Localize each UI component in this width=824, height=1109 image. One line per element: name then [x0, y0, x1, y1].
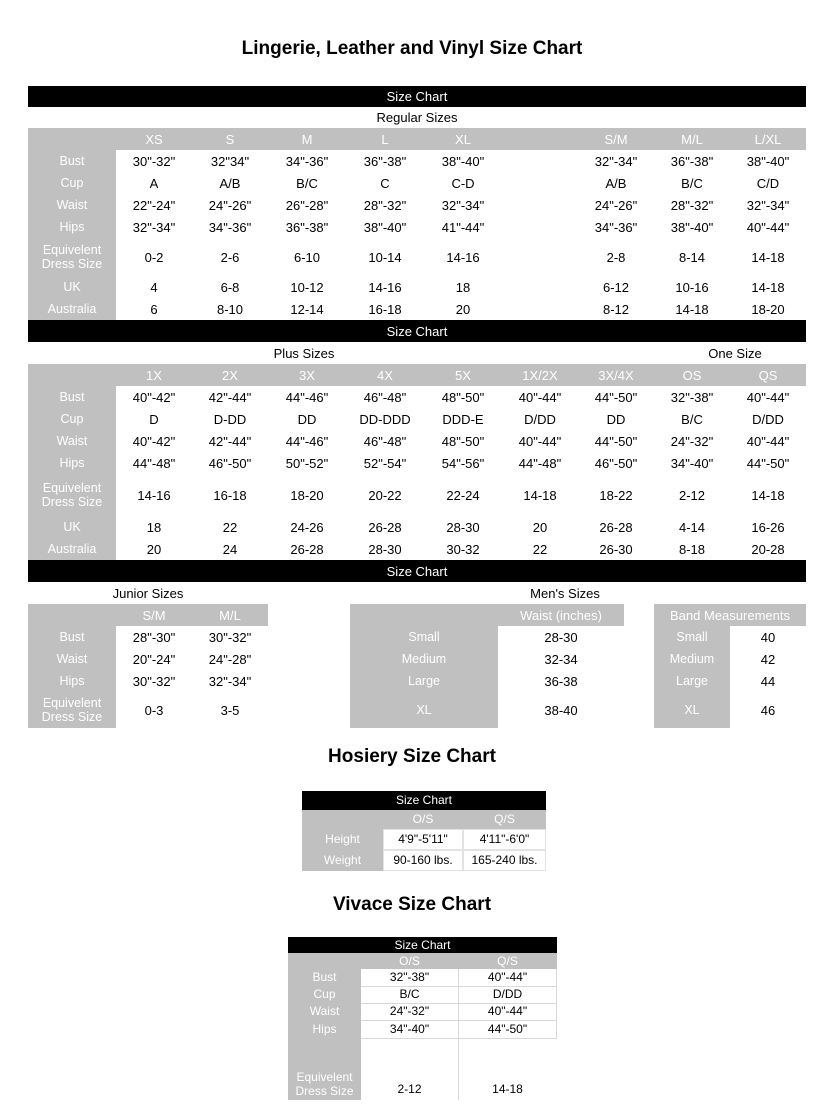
mens-row-label: XL — [350, 692, 498, 728]
plus-size-header: 3X — [268, 364, 346, 386]
vivace-size-header: O/S — [361, 953, 458, 969]
plus-cell: DD — [268, 408, 346, 430]
regular-cell: 20 — [424, 298, 502, 320]
hosiery-size-header: O/S — [383, 810, 463, 829]
regular-cell: 14-16 — [424, 238, 502, 276]
plus-cell: 20 — [116, 538, 192, 560]
regular-cell: 24"-26" — [578, 194, 654, 216]
regular-cell: 6-10 — [268, 238, 346, 276]
grid-line — [458, 969, 459, 1100]
regular-cell: 8-14 — [654, 238, 730, 276]
vivace-row-label: Hips — [288, 1020, 361, 1038]
regular-size-header: L — [346, 128, 424, 150]
size-chart-band: Size Chart — [28, 560, 806, 582]
regular-sizes-heading: Regular Sizes — [28, 107, 806, 128]
junior-cell: 28"-30" — [116, 626, 192, 648]
grid-line — [361, 986, 557, 987]
mens-waist-heading: Waist (inches) — [498, 604, 624, 626]
one-size-heading: One Size — [690, 342, 780, 364]
vivace-row-label: Bust — [288, 969, 361, 986]
regular-cell: 34"-36" — [268, 150, 346, 172]
regular-cell: B/C — [268, 172, 346, 194]
plus-cell: 26-28 — [578, 516, 654, 538]
mens-waist-cell: 38-40 — [498, 692, 624, 728]
plus-size-header: 1X — [116, 364, 192, 386]
hosiery-size-chart-band: Size Chart — [302, 791, 546, 810]
vivace-row-label: Cup — [288, 986, 361, 1003]
hosiery-label-spacer — [302, 810, 383, 829]
regular-cell: 14-16 — [346, 276, 424, 298]
plus-size-header: 5X — [424, 364, 502, 386]
regular-cell: 34"-36" — [578, 216, 654, 238]
regular-size-header: M — [268, 128, 346, 150]
plus-cell: 44"-48" — [116, 452, 192, 474]
plus-cell: 22-24 — [424, 474, 502, 516]
plus-cell: 24"-32" — [654, 430, 730, 452]
plus-size-header: 4X — [346, 364, 424, 386]
regular-cell: 12-14 — [268, 298, 346, 320]
plus-cell: 40"-44" — [730, 386, 806, 408]
plus-row-label: Waist — [28, 430, 116, 452]
regular-cell: 14-18 — [730, 276, 806, 298]
plus-cell: 34"-40" — [654, 452, 730, 474]
plus-cell: 44"-48" — [502, 452, 578, 474]
regular-cell: 2-6 — [192, 238, 268, 276]
mens-band-label: Small — [654, 626, 730, 648]
regular-cell: 2-8 — [578, 238, 654, 276]
regular-cell: 40"-44" — [730, 216, 806, 238]
plus-cell: 16-26 — [730, 516, 806, 538]
regular-cell — [502, 194, 578, 216]
mens-header-spacer — [350, 604, 498, 626]
regular-cell: 30"-32" — [116, 150, 192, 172]
regular-row-label: Hips — [28, 216, 116, 238]
plus-cell: DDD-E — [424, 408, 502, 430]
plus-cell: 16-18 — [192, 474, 268, 516]
vivace-cell: 40"-44" — [458, 1003, 557, 1020]
regular-cell: 0-2 — [116, 238, 192, 276]
regular-cell: B/C — [654, 172, 730, 194]
plus-cell: DD — [578, 408, 654, 430]
plus-row-label: UK — [28, 516, 116, 538]
grid-line — [361, 1003, 557, 1004]
plus-cell: 54"-56" — [424, 452, 502, 474]
plus-size-header: QS — [730, 364, 806, 386]
regular-cell: 18-20 — [730, 298, 806, 320]
vivace-cell: 32"-38" — [361, 969, 458, 986]
regular-cell: 22"-24" — [116, 194, 192, 216]
regular-cell: 26"-28" — [268, 194, 346, 216]
regular-size-header: S — [192, 128, 268, 150]
plus-cell: 40"-44" — [730, 430, 806, 452]
size-chart-band: Size Chart — [28, 320, 806, 342]
plus-cell: 14-18 — [502, 474, 578, 516]
vivace-cell: 40"-44" — [458, 969, 557, 986]
plus-row-label: Bust — [28, 386, 116, 408]
vivace-label-spacer — [288, 953, 361, 969]
plus-cell: 44"-50" — [578, 430, 654, 452]
plus-cell: 26-28 — [268, 538, 346, 560]
junior-cell: 0-3 — [116, 692, 192, 728]
mens-row-label: Medium — [350, 648, 498, 670]
mens-band-heading: Band Measurements — [654, 604, 806, 626]
plus-cell: 22 — [502, 538, 578, 560]
plus-label-spacer — [28, 364, 116, 386]
plus-cell: 2-12 — [654, 474, 730, 516]
plus-size-header: 3X/4X — [578, 364, 654, 386]
regular-cell: 32"-34" — [578, 150, 654, 172]
regular-cell: A/B — [192, 172, 268, 194]
hosiery-size-header: Q/S — [463, 810, 546, 829]
junior-row-label: Hips — [28, 670, 116, 692]
plus-cell: 20 — [502, 516, 578, 538]
vivace-size-chart-band: Size Chart — [288, 937, 557, 953]
regular-cell: C-D — [424, 172, 502, 194]
plus-cell: 46"-50" — [578, 452, 654, 474]
regular-cell: 28"-32" — [346, 194, 424, 216]
junior-size-header: S/M — [116, 604, 192, 626]
regular-cell: 14-18 — [730, 238, 806, 276]
regular-cell: 38"-40" — [424, 150, 502, 172]
regular-size-header — [502, 128, 578, 150]
plus-cell: 42"-44" — [192, 430, 268, 452]
plus-cell: 24 — [192, 538, 268, 560]
vivace-cell: D/DD — [458, 986, 557, 1003]
plus-cell: 26-28 — [346, 516, 424, 538]
plus-size-header: 1X/2X — [502, 364, 578, 386]
regular-size-header: L/XL — [730, 128, 806, 150]
regular-label-spacer — [28, 128, 116, 150]
regular-row-label: Waist — [28, 194, 116, 216]
plus-cell: B/C — [654, 408, 730, 430]
junior-row-label: Bust — [28, 626, 116, 648]
grid-line — [556, 969, 557, 1038]
regular-cell: C/D — [730, 172, 806, 194]
plus-cell: 8-18 — [654, 538, 730, 560]
hosiery-cell: 90-160 lbs. — [383, 850, 463, 871]
plus-cell: 46"-48" — [346, 386, 424, 408]
plus-cell: 28-30 — [346, 538, 424, 560]
mens-waist-cell: 28-30 — [498, 626, 624, 648]
plus-cell: D — [116, 408, 192, 430]
grid-line — [361, 1038, 557, 1039]
junior-cell: 32"-34" — [192, 670, 268, 692]
regular-cell: 10-12 — [268, 276, 346, 298]
regular-cell: 32"-34" — [424, 194, 502, 216]
mens-row-label: Large — [350, 670, 498, 692]
mens-waist-cell: 36-38 — [498, 670, 624, 692]
regular-cell: 6-8 — [192, 276, 268, 298]
regular-size-header: XL — [424, 128, 502, 150]
junior-cell: 24"-28" — [192, 648, 268, 670]
junior-row-label: Waist — [28, 648, 116, 670]
plus-cell: D/DD — [502, 408, 578, 430]
plus-cell: 44"-46" — [268, 430, 346, 452]
vivace-cell: 44"-50" — [458, 1020, 557, 1038]
regular-cell: A — [116, 172, 192, 194]
regular-cell: C — [346, 172, 424, 194]
regular-cell — [502, 276, 578, 298]
vivace-cell: 24"-32" — [361, 1003, 458, 1020]
plus-cell: 32"-38" — [654, 386, 730, 408]
regular-cell: 28"-32" — [654, 194, 730, 216]
hosiery-row-label: Height — [302, 829, 383, 850]
main-title: Lingerie, Leather and Vinyl Size Chart — [241, 38, 583, 59]
plus-cell: 18-20 — [268, 474, 346, 516]
size-chart-band: Size Chart — [28, 86, 806, 107]
plus-row-label: Hips — [28, 452, 116, 474]
regular-cell: 36"-38" — [346, 150, 424, 172]
regular-cell: 38"-40" — [730, 150, 806, 172]
plus-cell: 40"-42" — [116, 430, 192, 452]
plus-cell: 50"-52" — [268, 452, 346, 474]
mens-band-cell: 42 — [730, 648, 806, 670]
plus-cell: 20-28 — [730, 538, 806, 560]
regular-size-header: M/L — [654, 128, 730, 150]
regular-cell: 32"-34" — [116, 216, 192, 238]
regular-cell: 16-18 — [346, 298, 424, 320]
regular-cell: 38"-40" — [346, 216, 424, 238]
mens-band-cell: 46 — [730, 692, 806, 728]
vivace-title: Vivace Size Chart — [332, 894, 492, 915]
regular-cell: 6 — [116, 298, 192, 320]
plus-row-label: Equivelent Dress Size — [28, 474, 116, 516]
mens-band-cell: 40 — [730, 626, 806, 648]
regular-row-label: UK — [28, 276, 116, 298]
junior-cell: 20"-24" — [116, 648, 192, 670]
plus-cell: 40"-42" — [116, 386, 192, 408]
plus-row-label: Cup — [28, 408, 116, 430]
plus-size-header: 2X — [192, 364, 268, 386]
junior-cell: 30"-32" — [116, 670, 192, 692]
mens-band-label: XL — [654, 692, 730, 728]
junior-row-label: Equivelent Dress Size — [28, 692, 116, 728]
vivace-cell: 34"-40" — [361, 1020, 458, 1038]
hosiery-cell: 4'9"-5'11" — [383, 829, 463, 850]
junior-size-header: M/L — [192, 604, 268, 626]
plus-cell: 48"-50" — [424, 430, 502, 452]
junior-cell: 30"-32" — [192, 626, 268, 648]
mens-band-label: Medium — [654, 648, 730, 670]
plus-cell: 30-32 — [424, 538, 502, 560]
vivace-row-label: Equivelent Dress Size — [288, 1038, 361, 1100]
junior-cell: 3-5 — [192, 692, 268, 728]
regular-cell: 10-14 — [346, 238, 424, 276]
plus-cell: 18-22 — [578, 474, 654, 516]
plus-cell: 40"-44" — [502, 386, 578, 408]
vivace-size-header: Q/S — [458, 953, 557, 969]
vivace-cell: 2-12 — [361, 1038, 458, 1100]
hosiery-cell: 165-240 lbs. — [463, 850, 546, 871]
regular-cell — [502, 172, 578, 194]
plus-cell: 20-22 — [346, 474, 424, 516]
plus-cell: 44"-50" — [578, 386, 654, 408]
regular-row-label: Australia — [28, 298, 116, 320]
regular-size-header: S/M — [578, 128, 654, 150]
plus-cell: 44"-50" — [730, 452, 806, 474]
regular-row-label: Cup — [28, 172, 116, 194]
plus-cell: 40"-44" — [502, 430, 578, 452]
hosiery-cell: 4'11"-6'0" — [463, 829, 546, 850]
regular-row-label: Bust — [28, 150, 116, 172]
plus-cell: 14-16 — [116, 474, 192, 516]
regular-row-label: Equivelent Dress Size — [28, 238, 116, 276]
vivace-cell: 14-18 — [458, 1038, 557, 1100]
regular-cell: 10-16 — [654, 276, 730, 298]
junior-label-spacer — [28, 604, 116, 626]
regular-cell — [502, 298, 578, 320]
regular-cell: 32"34" — [192, 150, 268, 172]
regular-cell — [502, 238, 578, 276]
vivace-row-label: Waist — [288, 1003, 361, 1020]
regular-cell: 41"-44" — [424, 216, 502, 238]
plus-cell: 42"-44" — [192, 386, 268, 408]
mens-band-label: Large — [654, 670, 730, 692]
plus-cell: D-DD — [192, 408, 268, 430]
regular-cell: 38"-40" — [654, 216, 730, 238]
regular-cell: 8-12 — [578, 298, 654, 320]
regular-cell — [502, 216, 578, 238]
mens-sizes-heading: Men's Sizes — [500, 582, 630, 604]
hosiery-title: Hosiery Size Chart — [328, 746, 496, 767]
mens-waist-cell: 32-34 — [498, 648, 624, 670]
plus-size-header: OS — [654, 364, 730, 386]
plus-cell: 52"-54" — [346, 452, 424, 474]
regular-cell — [502, 150, 578, 172]
regular-cell: 34"-36" — [192, 216, 268, 238]
regular-cell: 14-18 — [654, 298, 730, 320]
hosiery-row-label: Weight — [302, 850, 383, 871]
regular-size-header: XS — [116, 128, 192, 150]
regular-cell: 32"-34" — [730, 194, 806, 216]
plus-cell: 46"-48" — [346, 430, 424, 452]
plus-cell: 26-30 — [578, 538, 654, 560]
mens-row-label: Small — [350, 626, 498, 648]
plus-cell: 14-18 — [730, 474, 806, 516]
regular-cell: 36"-38" — [268, 216, 346, 238]
plus-cell: 22 — [192, 516, 268, 538]
plus-cell: 44"-46" — [268, 386, 346, 408]
plus-cell: 24-26 — [268, 516, 346, 538]
plus-cell: 4-14 — [654, 516, 730, 538]
regular-cell: 4 — [116, 276, 192, 298]
plus-cell: 48"-50" — [424, 386, 502, 408]
plus-cell: 46"-50" — [192, 452, 268, 474]
regular-cell: 36"-38" — [654, 150, 730, 172]
regular-cell: 18 — [424, 276, 502, 298]
plus-cell: D/DD — [730, 408, 806, 430]
plus-sizes-heading: Plus Sizes — [220, 342, 388, 364]
regular-cell: 6-12 — [578, 276, 654, 298]
plus-cell: 18 — [116, 516, 192, 538]
junior-sizes-heading: Junior Sizes — [88, 582, 208, 604]
regular-cell: A/B — [578, 172, 654, 194]
plus-cell: 28-30 — [424, 516, 502, 538]
regular-cell: 24"-26" — [192, 194, 268, 216]
plus-cell: DD-DDD — [346, 408, 424, 430]
mens-band-cell: 44 — [730, 670, 806, 692]
vivace-cell: B/C — [361, 986, 458, 1003]
regular-cell: 8-10 — [192, 298, 268, 320]
plus-row-label: Australia — [28, 538, 116, 560]
grid-line — [361, 1020, 557, 1021]
